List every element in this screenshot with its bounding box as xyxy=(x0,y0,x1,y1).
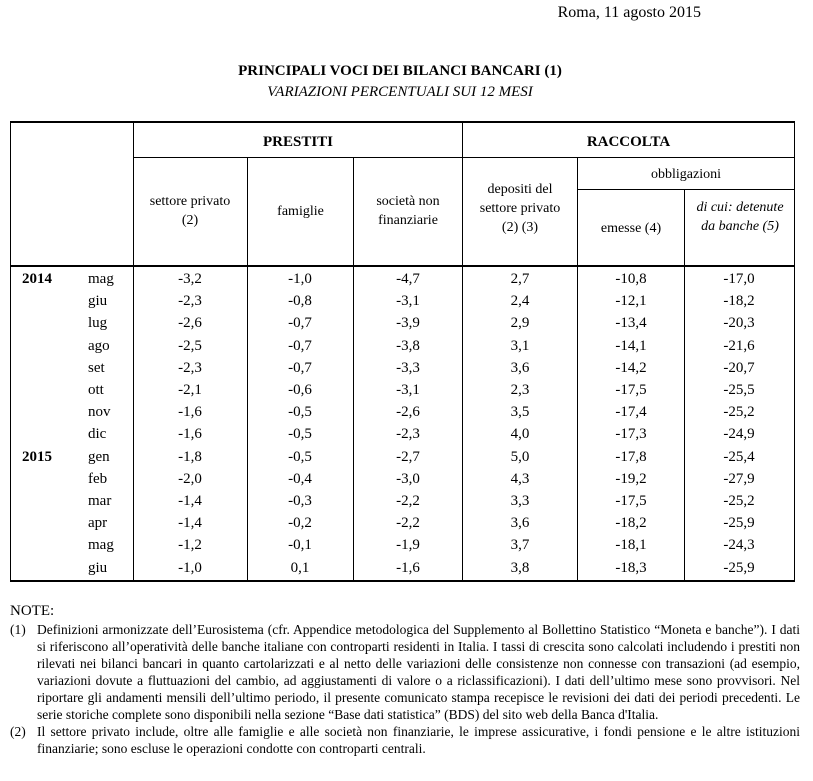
header-settore-privato: settore privato (2) xyxy=(149,194,231,228)
cell-detenute-da-banche: -18,2 xyxy=(723,293,755,310)
row-month: set xyxy=(88,359,105,376)
cell-detenute-da-banche: -20,3 xyxy=(723,315,755,332)
obbligazioni-rule xyxy=(577,189,795,190)
table-row xyxy=(10,534,795,557)
table-row xyxy=(10,512,795,535)
cell-societa-non-finanziarie: -4,7 xyxy=(396,271,420,287)
row-month: mag xyxy=(88,537,114,554)
cell-detenute-da-banche: -25,9 xyxy=(723,559,755,576)
table-title: PRINCIPALI VOCI DEI BILANCI BANCARI (1) xyxy=(238,63,562,79)
cell-obbligazioni-emesse: -14,2 xyxy=(615,359,647,376)
row-month: feb xyxy=(88,470,108,487)
row-month: ott xyxy=(88,382,104,398)
cell-famiglie: -0,3 xyxy=(288,493,312,509)
cell-obbligazioni-emesse: -19,2 xyxy=(615,470,647,487)
table-bottom-rule xyxy=(10,580,795,582)
cell-detenute-da-banche: -21,6 xyxy=(723,337,755,354)
cell-settore-privato: -1,0 xyxy=(178,559,202,576)
cell-obbligazioni-emesse: -17,3 xyxy=(615,426,647,443)
note-number: (1) xyxy=(10,622,26,637)
cell-depositi: 3,1 xyxy=(510,337,530,354)
cell-societa-non-finanziarie: -2,2 xyxy=(396,493,420,509)
cell-obbligazioni-emesse: -10,8 xyxy=(615,271,647,287)
cell-societa-non-finanziarie: -2,7 xyxy=(396,448,420,465)
cell-obbligazioni-emesse: -14,1 xyxy=(615,337,647,354)
cell-obbligazioni-emesse: -13,4 xyxy=(615,315,647,332)
table-row xyxy=(10,335,795,358)
press-release-date: Roma, 11 agosto 2015 xyxy=(557,4,701,21)
table-row xyxy=(10,557,795,580)
cell-societa-non-finanziarie: -3,1 xyxy=(396,382,420,398)
cell-famiglie: -0,7 xyxy=(288,315,312,332)
header-prestiti: PRESTITI xyxy=(262,134,334,150)
note-text: Il settore privato include, oltre alle famiglie e alle società non finanziarie, le imprese assicurative, i fondi pensione e le altre istituzioni finanziarie; sono escluse le operazioni condotte con controparti centrali. xyxy=(37,724,800,756)
row-month: nov xyxy=(88,404,111,421)
cell-societa-non-finanziarie: -3,1 xyxy=(396,293,420,310)
cell-settore-privato: -2,5 xyxy=(178,337,202,354)
table-row xyxy=(10,268,795,291)
cell-settore-privato: -1,8 xyxy=(178,448,202,465)
cell-famiglie: -1,0 xyxy=(288,271,312,287)
note-number: (2) xyxy=(10,724,26,739)
table-row xyxy=(10,357,795,380)
cell-depositi: 2,3 xyxy=(510,382,530,398)
cell-settore-privato: -2,6 xyxy=(178,315,202,332)
cell-famiglie: -0,4 xyxy=(288,470,312,487)
header-obbligazioni: obbligazioni xyxy=(651,167,721,182)
header-bottom-rule xyxy=(10,265,795,267)
cell-famiglie: -0,7 xyxy=(288,337,312,354)
cell-settore-privato: -1,4 xyxy=(178,515,202,532)
cell-depositi: 4,0 xyxy=(510,426,530,443)
header-famiglie: famiglie xyxy=(277,204,324,219)
table-row xyxy=(10,490,795,513)
header-emesse: emesse (4) xyxy=(600,221,662,236)
cell-famiglie: -0,5 xyxy=(288,404,312,421)
cell-detenute-da-banche: -24,9 xyxy=(723,426,755,443)
cell-detenute-da-banche: -25,5 xyxy=(723,382,755,398)
cell-societa-non-finanziarie: -2,2 xyxy=(396,515,420,532)
table-row xyxy=(10,446,795,469)
cell-famiglie: 0,1 xyxy=(290,559,310,576)
header-societa-non-finanziarie: società non finanziarie xyxy=(376,194,440,228)
cell-settore-privato: -2,3 xyxy=(178,293,202,310)
cell-obbligazioni-emesse: -17,8 xyxy=(615,448,647,465)
table-row xyxy=(10,468,795,491)
cell-depositi: 3,8 xyxy=(510,559,530,576)
notes-section xyxy=(10,603,800,757)
cell-societa-non-finanziarie: -1,6 xyxy=(396,559,420,576)
cell-societa-non-finanziarie: -3,3 xyxy=(396,359,420,376)
cell-detenute-da-banche: -25,9 xyxy=(723,515,755,532)
cell-depositi: 2,9 xyxy=(510,315,530,332)
cell-obbligazioni-emesse: -17,4 xyxy=(615,404,647,421)
cell-obbligazioni-emesse: -12,1 xyxy=(615,293,647,310)
note-item xyxy=(10,723,800,757)
table-row xyxy=(10,423,795,446)
cell-detenute-da-banche: -25,2 xyxy=(723,493,755,509)
cell-settore-privato: -2,0 xyxy=(178,470,202,487)
cell-detenute-da-banche: -25,4 xyxy=(723,448,755,465)
cell-detenute-da-banche: -17,0 xyxy=(723,271,755,287)
row-month: giu xyxy=(88,559,108,576)
header-depositi-settore-privato: depositi del settore privato (2) (3) xyxy=(479,182,561,235)
cell-obbligazioni-emesse: -17,5 xyxy=(615,382,647,398)
row-month: dic xyxy=(88,426,107,443)
row-year: 2014 xyxy=(22,271,52,287)
cell-depositi: 5,0 xyxy=(510,448,530,465)
cell-detenute-da-banche: -27,9 xyxy=(723,470,755,487)
cell-settore-privato: -3,2 xyxy=(178,271,202,287)
header-detenute-da-banche: di cui: detenute da banche (5) xyxy=(696,200,784,234)
row-month: mar xyxy=(88,493,112,509)
cell-settore-privato: -1,6 xyxy=(178,404,202,421)
table-top-rule xyxy=(10,121,795,123)
table-row xyxy=(10,379,795,402)
cell-depositi: 3,7 xyxy=(510,537,530,554)
cell-famiglie: -0,7 xyxy=(288,359,312,376)
cell-depositi: 4,3 xyxy=(510,470,530,487)
cell-obbligazioni-emesse: -17,5 xyxy=(615,493,647,509)
cell-obbligazioni-emesse: -18,1 xyxy=(615,537,647,554)
cell-societa-non-finanziarie: -1,9 xyxy=(396,537,420,554)
row-month: gen xyxy=(88,448,110,465)
cell-famiglie: -0,6 xyxy=(288,382,312,398)
cell-societa-non-finanziarie: -2,6 xyxy=(396,404,420,421)
table-row xyxy=(10,290,795,313)
row-month: apr xyxy=(88,515,108,532)
note-text: Definizioni armonizzate dell’Eurosistema (cfr. Appendice metodologica del Supplemento al Bollettino Statistico “Moneta e banche”). I dati si riferiscono all’operatività delle banche italiane con controparti residenti in Italia. I tassi di crescita sono calcolati includendo i prestiti non rilevati nei bilanci bancari in quanto cartolarizzati e al netto delle variazioni delle consistenze non connesse con transazioni (ad esempio, variazioni dovute a fluttuazioni del cambio, ad aggiustamenti di valore o a riclassificazioni). I dati dell’ultimo mese sono provvisori. Nel riportare gli andamenti mensili dell’ultimo periodo, il presente comunicato stampa recepisce le revisioni dei dati dei periodi precedenti. Le serie storiche complete sono disponibili nella sezione “Base dati statistica” (BDS) del sito web della Banca d'Italia. xyxy=(37,622,800,722)
row-month: giu xyxy=(88,293,108,310)
cell-settore-privato: -1,6 xyxy=(178,426,202,443)
cell-depositi: 2,4 xyxy=(510,293,530,310)
cell-depositi: 3,5 xyxy=(510,404,530,421)
cell-famiglie: -0,8 xyxy=(288,293,312,310)
row-month: mag xyxy=(88,271,114,287)
cell-famiglie: -0,2 xyxy=(288,515,312,532)
cell-famiglie: -0,5 xyxy=(288,426,312,443)
cell-settore-privato: -2,3 xyxy=(178,359,202,376)
cell-detenute-da-banche: -25,2 xyxy=(723,404,755,421)
cell-depositi: 3,3 xyxy=(510,493,530,509)
cell-depositi: 3,6 xyxy=(510,359,530,376)
cell-settore-privato: -1,4 xyxy=(178,493,202,509)
table-subtitle: VARIAZIONI PERCENTUALI SUI 12 MESI xyxy=(267,84,533,100)
cell-depositi: 2,7 xyxy=(510,271,530,287)
cell-famiglie: -0,5 xyxy=(288,448,312,465)
cell-settore-privato: -1,2 xyxy=(178,537,202,554)
bank-balance-table xyxy=(10,121,795,582)
cell-depositi: 3,6 xyxy=(510,515,530,532)
table-row xyxy=(10,401,795,424)
cell-societa-non-finanziarie: -2,3 xyxy=(396,426,420,443)
cell-detenute-da-banche: -20,7 xyxy=(723,359,755,376)
cell-detenute-da-banche: -24,3 xyxy=(723,537,755,554)
cell-obbligazioni-emesse: -18,3 xyxy=(615,559,647,576)
note-item xyxy=(10,621,800,723)
cell-societa-non-finanziarie: -3,9 xyxy=(396,315,420,332)
cell-famiglie: -0,1 xyxy=(288,537,312,554)
header-raccolta: RACCOLTA xyxy=(586,134,671,150)
table-row xyxy=(10,312,795,335)
row-year: 2015 xyxy=(22,448,52,465)
cell-obbligazioni-emesse: -18,2 xyxy=(615,515,647,532)
cell-societa-non-finanziarie: -3,0 xyxy=(396,470,420,487)
row-month: ago xyxy=(88,337,110,354)
notes-heading: NOTE: xyxy=(10,603,55,619)
group-header-rule xyxy=(133,157,795,158)
row-month: lug xyxy=(88,315,108,332)
cell-societa-non-finanziarie: -3,8 xyxy=(396,337,420,354)
cell-settore-privato: -2,1 xyxy=(178,382,202,398)
